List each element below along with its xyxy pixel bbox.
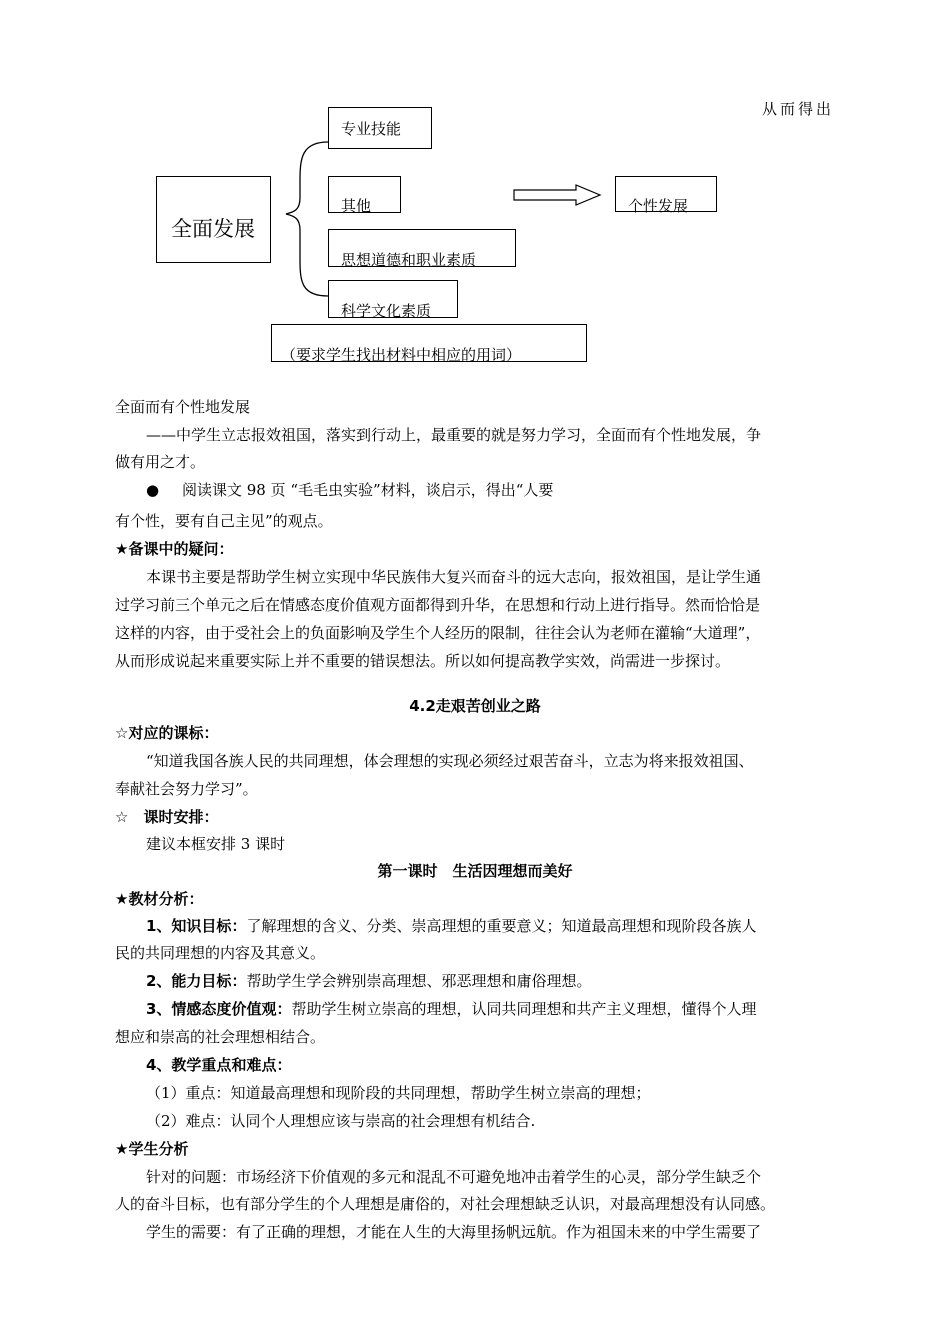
paragraph-line: 人的奋斗目标，也有部分学生的个人理想是庸俗的，对社会理想缺乏认识，对最高理想没有认同感。	[115, 1195, 776, 1213]
schedule-heading: ☆ 课时安排：	[115, 808, 219, 826]
paragraph-line: “知道我国各族人民的共同理想，体会理想的实现必须经过艰苦奋斗，立志为将来报效祖国、	[146, 752, 754, 770]
paragraph-line: 有个性，要有自己主见”的观点。	[115, 512, 333, 530]
goal-label: 1、知识目标：	[146, 917, 247, 935]
paragraph-line: 这样的内容，由于受社会上的负面影响及学生个人经历的限制，往往会认为老师在灌输“大道理”，	[115, 624, 761, 642]
knowledge-goal	[146, 913, 756, 940]
item-box-other	[328, 176, 401, 213]
item-box-science	[328, 280, 458, 318]
difficult-point: （2）难点：认同个人理想应该与崇高的社会理想有机结合.	[146, 1112, 536, 1130]
result-label: 个性发展	[628, 197, 689, 215]
paragraph-line: 民的共同理想的内容及其意义。	[115, 944, 326, 962]
paragraph-line: 做有用之才。	[115, 453, 206, 471]
key-point: （1）重点：知道最高理想和现阶段的共同理想，帮助学生树立崇高的理想；	[146, 1084, 651, 1102]
schedule-text: 建议本框安排 3 课时	[146, 835, 286, 853]
paragraph-line: 从而形成说起来重要实际上并不重要的错误想法。所以如何提高教学实效，尚需进一步探讨。	[115, 652, 731, 670]
paragraph-line: 阅读课文 98 页 “毛毛虫实验”材料，谈启示，得出“人要	[182, 481, 554, 499]
item-label: 科学文化素质	[341, 302, 432, 320]
paragraph-line: 想应和崇高的社会理想相结合。	[115, 1028, 326, 1046]
key-difficult-heading: 4、教学重点和难点：	[146, 1056, 292, 1074]
emotion-goal	[146, 996, 756, 1023]
period-title: 第一课时 生活因理想而美好	[377, 862, 573, 880]
note-box	[271, 324, 587, 362]
goal-label: 3、情感态度价值观：	[146, 1000, 292, 1018]
lesson-title: 4.2走艰苦创业之路	[409, 697, 541, 715]
section-heading: 全面而有个性地发展	[115, 398, 251, 416]
item-label: 专业技能	[341, 120, 402, 138]
note-label: （要求学生找出材料中相应的用词）	[281, 346, 522, 364]
hollow-arrow-icon	[512, 183, 602, 207]
goal-text: 帮助学生学会辨别崇高理想、邪恶理想和庸俗理想。	[246, 972, 592, 990]
paragraph-line: 针对的问题：市场经济下价值观的多元和混乱不可避免地冲击着学生的心灵，部分学生缺乏个	[146, 1168, 762, 1186]
item-box-skills	[328, 107, 432, 149]
item-label: 其他	[341, 197, 372, 215]
goal-text: 帮助学生树立崇高的理想，认同共同理想和共产主义理想，懂得个人理	[291, 1000, 757, 1018]
paragraph-line: 本课书主要是帮助学生树立实现中华民族伟大复兴而奋斗的远大志向，报效祖国，是让学生通	[146, 568, 762, 586]
item-label: 思想道德和职业素质	[341, 251, 477, 269]
paragraph-line: 过学习前三个单元之后在情感态度价值观方面都得到升华，在思想和行动上进行指导。然而恰恰是	[115, 596, 761, 614]
main-box	[156, 176, 271, 263]
top-right-text: 从而得出	[762, 100, 835, 118]
paragraph-line: 奉献社会努力学习”。	[115, 780, 258, 798]
item-box-morality	[328, 229, 516, 267]
standard-heading: ☆对应的课标：	[115, 724, 219, 742]
paragraph-line: 学生的需要：有了正确的理想，才能在人生的大海里扬帆远航。作为祖国未来的中学生需要了	[146, 1223, 762, 1241]
brace-icon	[280, 140, 332, 300]
bullet-icon: ●	[146, 481, 160, 499]
goal-label: 2、能力目标：	[146, 972, 247, 990]
doubts-heading: ★备课中的疑问：	[115, 540, 234, 558]
result-box	[615, 176, 717, 215]
material-heading: ★教材分析：	[115, 890, 204, 908]
main-box-label: 全面发展	[171, 217, 255, 241]
student-heading: ★学生分析	[115, 1140, 189, 1158]
ability-goal	[146, 968, 591, 995]
paragraph-line: ——中学生立志报效祖国，落实到行动上，最重要的就是努力学习，全面而有个性地发展，争	[146, 426, 762, 444]
goal-text: 了解理想的含义、分类、崇高理想的重要意义；知道最高理想和现阶段各族人	[246, 917, 757, 935]
